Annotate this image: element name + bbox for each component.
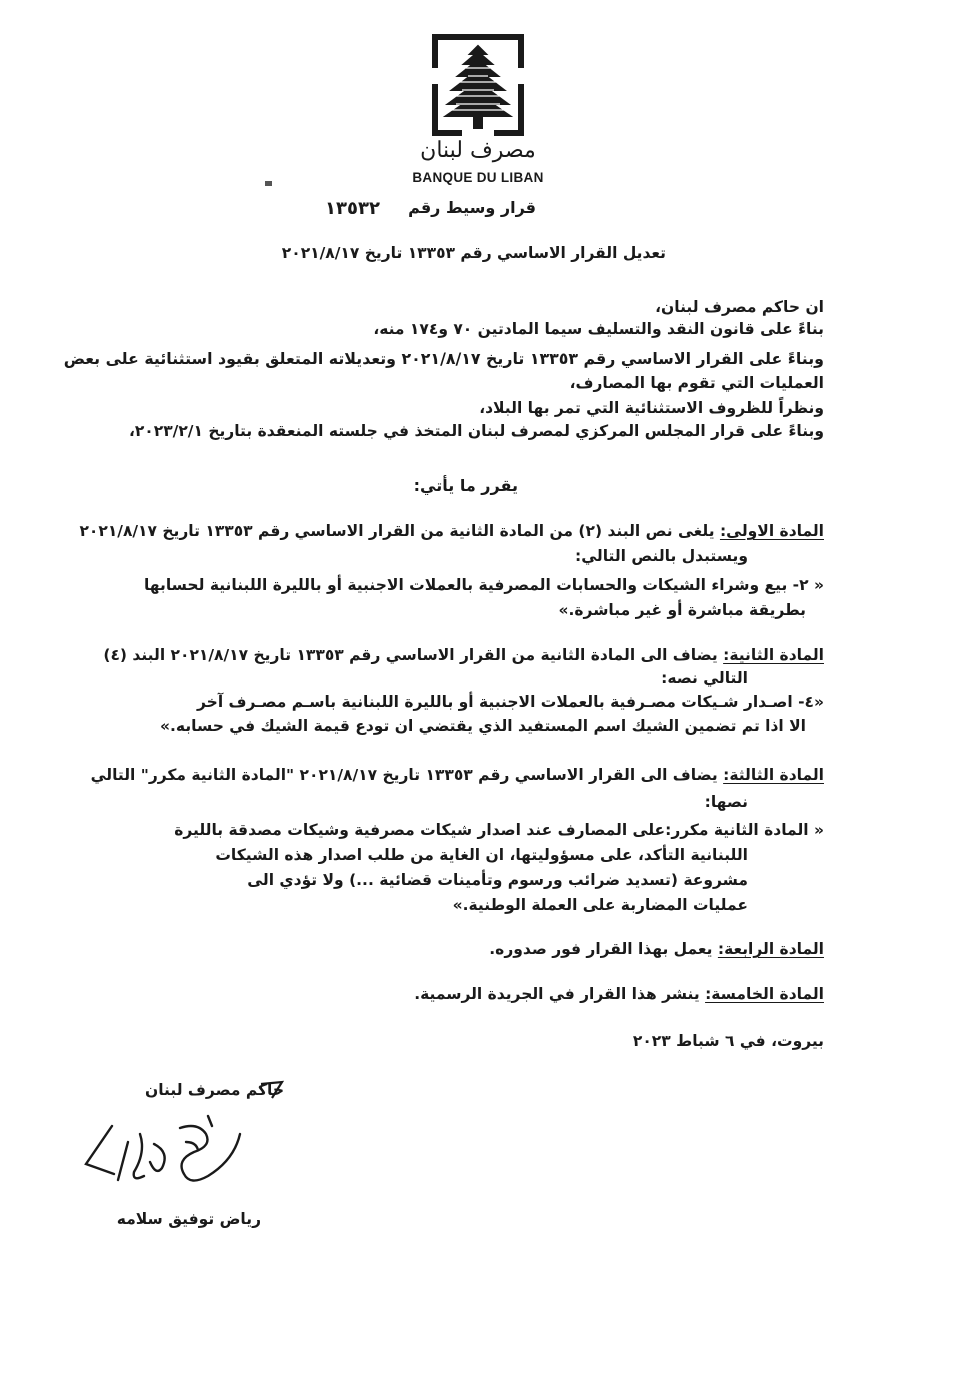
article-line: الا اذا تم تضمين الشيك اسم المستفيد الذي يقتضي ان تودع قيمة الشيك في حسابه.»: [160, 717, 806, 735]
article-line: عمليات المضاربة على العملة الوطنية.»: [452, 896, 748, 914]
handwritten-signature: [84, 1112, 254, 1196]
article-line: «٤- اصـدار شـيكات مصـرفية بالعملات الاجنبية أو بالليرة اللبنانية باسـم مصـرف آخر: [197, 693, 824, 711]
article-title: المادة الاولى:: [719, 522, 824, 540]
article-line: [79, 520, 824, 542]
place-date: بيروت، في ٦ شباط ٢٠٢٣: [632, 1032, 824, 1050]
check-mark: [258, 1078, 286, 1106]
stamp-mark: [264, 173, 274, 181]
article-title: المادة الثالثة:: [723, 766, 824, 784]
article-text: ينشر هذا القرار في الجريدة الرسمية.: [414, 985, 700, 1003]
article-line: مشروعة (تسديد ضرائب ورسوم وتأمينات قضائية ...) ولا تؤدي الى: [247, 871, 748, 889]
decides-heading: يقرر ما يأتي:: [413, 476, 518, 495]
article-4: [124, 938, 824, 960]
article-text: يضاف الى المادة الثانية من القرار الاساسي رقم ١٣٣٥٣ تاريخ ٢٠٢١/٨/١٧ البند (٤): [103, 646, 718, 664]
signer-name: رياض توفيق سلامه: [116, 1210, 261, 1228]
article-line: [90, 764, 824, 786]
preamble-line: ان حاكم مصرف لبنان،: [655, 298, 824, 316]
article-line: ويستبدل بالنص التالي:: [575, 547, 748, 565]
article-title: المادة الثانية:: [723, 646, 824, 664]
preamble-line: وبناءً على قرار المجلس المركزي لمصرف لبنان المتخذ في جلسته المنعقدة بتاريخ ٢٠٢٣/٢/١،: [128, 422, 824, 440]
article-title: المادة الخامسة:: [705, 985, 824, 1003]
article-line: بطريقة مباشرة أو غير مباشرة.»: [558, 601, 806, 619]
preamble-line: بناءً على قانون النقد والتسليف سيما المادتين ٧٠ و١٧٤ منه،: [373, 320, 824, 338]
preamble-line: العمليات التي تقوم بها المصارف،: [569, 374, 824, 392]
subject-line: تعديل القرار الاساسي رقم ١٣٣٥٣ تاريخ ٢٠٢١/٨/١٧: [281, 244, 666, 262]
preamble-line: ونظراً للظروف الاستثنائية التي تمر بها البلاد،: [479, 399, 824, 417]
article-line: « ٢- بيع وشراء الشيكات والحسابات المصرفية بالعملات الاجنبية أو بالليرة اللبنانية لحسابها: [143, 576, 824, 594]
article-line: التالي نصه:: [661, 669, 748, 687]
article-line: « المادة الثانية مكرر:على المصارف عند اصدار شيكات مصرفية وشيكات مصدقة بالليرة: [174, 821, 824, 839]
article-line: نصها:: [704, 793, 748, 811]
signer-title: حاكم مصرف لبنان: [145, 1081, 284, 1099]
bank-name-french: BANQUE DU LIBAN: [412, 170, 544, 185]
cedar-icon: [428, 32, 528, 144]
article-text: يلغى نص البند (٢) من المادة الثانية من القرار الاساسي رقم ١٣٣٥٣ تاريخ ٢٠٢١/٨/١٧: [79, 522, 715, 540]
article-line: اللبنانية التأكد، على مسؤوليتها، ان الغاية من طلب اصدار هذه الشيكات: [215, 846, 748, 864]
article-5: [124, 983, 824, 1005]
decision-number: ١٣٥٣٢: [325, 198, 380, 219]
article-line: [103, 644, 824, 666]
cedar-emblem-logo: [428, 32, 528, 152]
decision-label: قرار وسيط رقم: [408, 198, 536, 217]
bank-name-arabic: مصرف لبنان: [420, 138, 536, 163]
preamble-line: وبناءً على القرار الاساسي رقم ١٣٣٥٣ تاريخ ٢٠٢١/٨/١٧ وتعديلاته المتعلق بقيود استثنائية على بعض: [63, 349, 824, 368]
article-text: يعمل بهذا القرار فور صدوره.: [489, 940, 713, 958]
article-text: يضاف الى القرار الاساسي رقم ١٣٣٥٣ تاريخ ٢٠٢١/٨/١٧ "المادة الثانية مكرر" التالي: [90, 766, 718, 784]
article-title: المادة الرابعة:: [717, 940, 824, 958]
